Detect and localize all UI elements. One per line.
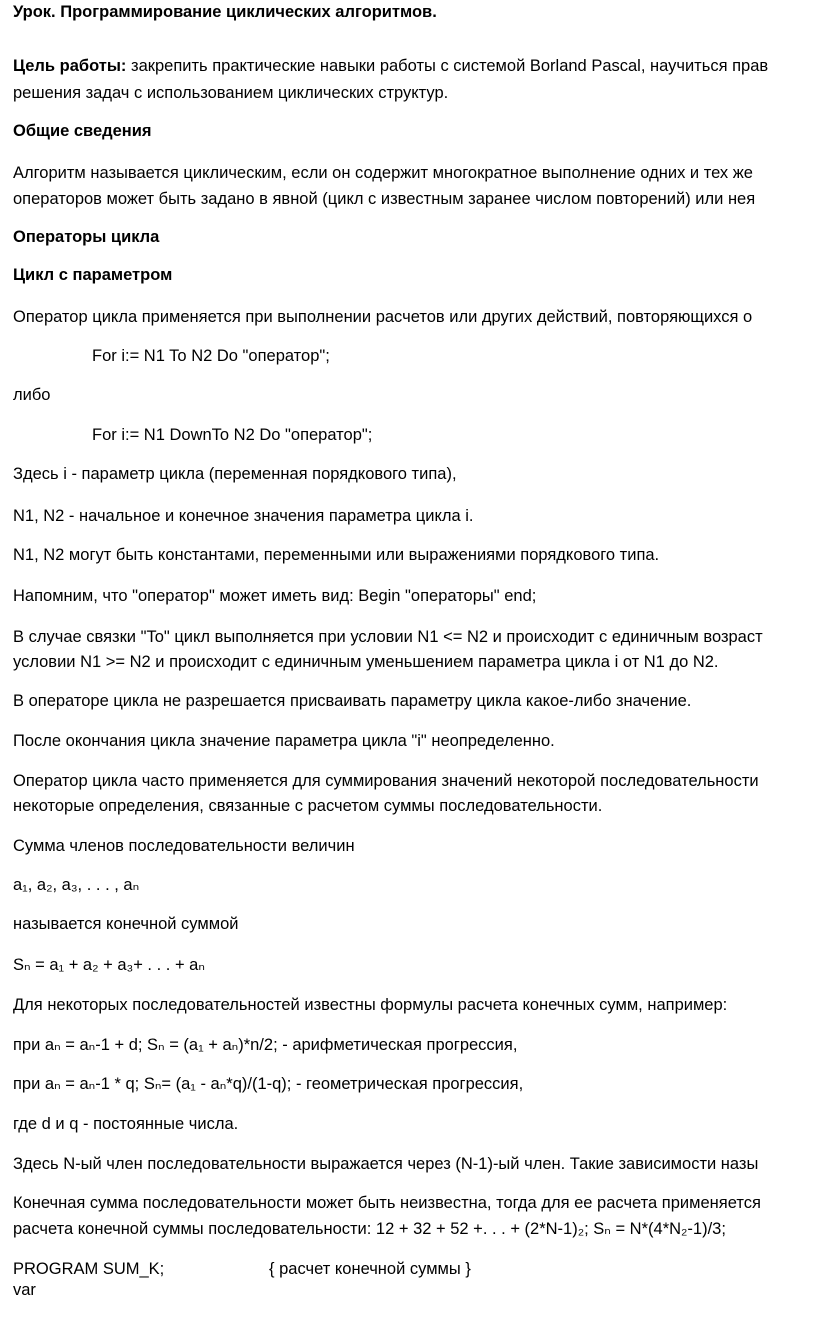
code-line-program [13,1259,613,1279]
code-line-for-to: For i:= N1 To N2 Do "оператор"; [92,347,330,365]
code-line-var: var [13,1281,36,1299]
paragraph: Конечная сумма последовательности может быть неизвестна, тогда для ее расчета применяется [13,1194,761,1212]
page-title: Урок. Программирование циклических алгоритмов. [13,3,437,21]
program-comment: { расчет конечной суммы } [269,1260,471,1278]
paragraph: Здесь N-ый член последовательности выражается через (N-1)-ый член. Такие зависимости назы [13,1155,759,1173]
formula-sequence: a₁, a₂, a₃, . . . , aₙ [13,876,140,894]
paragraph: расчета конечной суммы последовательности: 12 + 32 + 52 +. . . + (2*N-1)₂; Sₙ = N*(4*N₂-1)/3; [13,1220,726,1238]
paragraph: В случае связки "To" цикл выполняется при условии N1 <= N2 и происходит с единичным возраст [13,628,763,646]
program-name: PROGRAM SUM_K; [13,1260,165,1278]
paragraph: Оператор цикла часто применяется для суммирования значений некоторой последовательности [13,772,759,790]
formula-geometric: при aₙ = aₙ-1 * q; Sₙ= (a₁ - aₙ*q)/(1-q); - геометрическая прогрессия, [13,1075,524,1093]
goal-line-1 [13,56,768,76]
paragraph: где d и q - постоянные числа. [13,1115,239,1133]
formula-sum: Sₙ = a₁ + a₂ + a₃+ . . . + aₙ [13,956,205,974]
goal-label: Цель работы: [13,57,127,75]
paragraph: Здесь i - параметр цикла (переменная порядкового типа), [13,465,457,483]
paragraph: условии N1 >= N2 и происходит с единичным уменьшением параметра цикла i от N1 до N2. [13,653,719,671]
paragraph: N1, N2 могут быть константами, переменными или выражениями порядкового типа. [13,546,660,564]
paragraph: N1, N2 - начальное и конечное значения параметра цикла i. [13,507,474,525]
loop-operators-heading: Операторы цикла [13,228,160,246]
paragraph: называется конечной суммой [13,915,239,933]
paragraph: После окончания цикла значение параметра цикла "i" неопределенно. [13,732,555,750]
goal-line-2: решения задач с использованием циклических структур. [13,84,449,102]
code-line-for-downto: For i:= N1 DownTo N2 Do "оператор"; [92,426,373,444]
paragraph: В операторе цикла не разрешается присваивать параметру цикла какое-либо значение. [13,692,692,710]
param-loop-heading: Цикл с параметром [13,266,173,284]
formula-arithmetic: при aₙ = aₙ-1 + d; Sₙ = (a₁ + aₙ)*n/2; - арифметическая прогрессия, [13,1036,518,1054]
general-line-2: операторов может быть задано в явной (цикл с известным заранее числом повторений) или нея [13,190,756,208]
goal-text: закрепить практические навыки работы с системой Borland Pascal, научиться прав [126,57,769,75]
general-line-1: Алгоритм называется циклическим, если он содержит многократное выполнение одних и тех же [13,164,753,182]
paragraph: либо [13,386,51,404]
paragraph: Для некоторых последовательностей известны формулы расчета конечных сумм, например: [13,996,728,1014]
paragraph: Напомним, что "оператор" может иметь вид: Begin "операторы" end; [13,587,537,605]
paragraph: Сумма членов последовательности величин [13,837,355,855]
general-heading: Общие сведения [13,122,152,140]
paragraph: Оператор цикла применяется при выполнении расчетов или других действий, повторяющихся о [13,308,753,326]
paragraph: некоторые определения, связанные с расчетом суммы последовательности. [13,797,603,815]
